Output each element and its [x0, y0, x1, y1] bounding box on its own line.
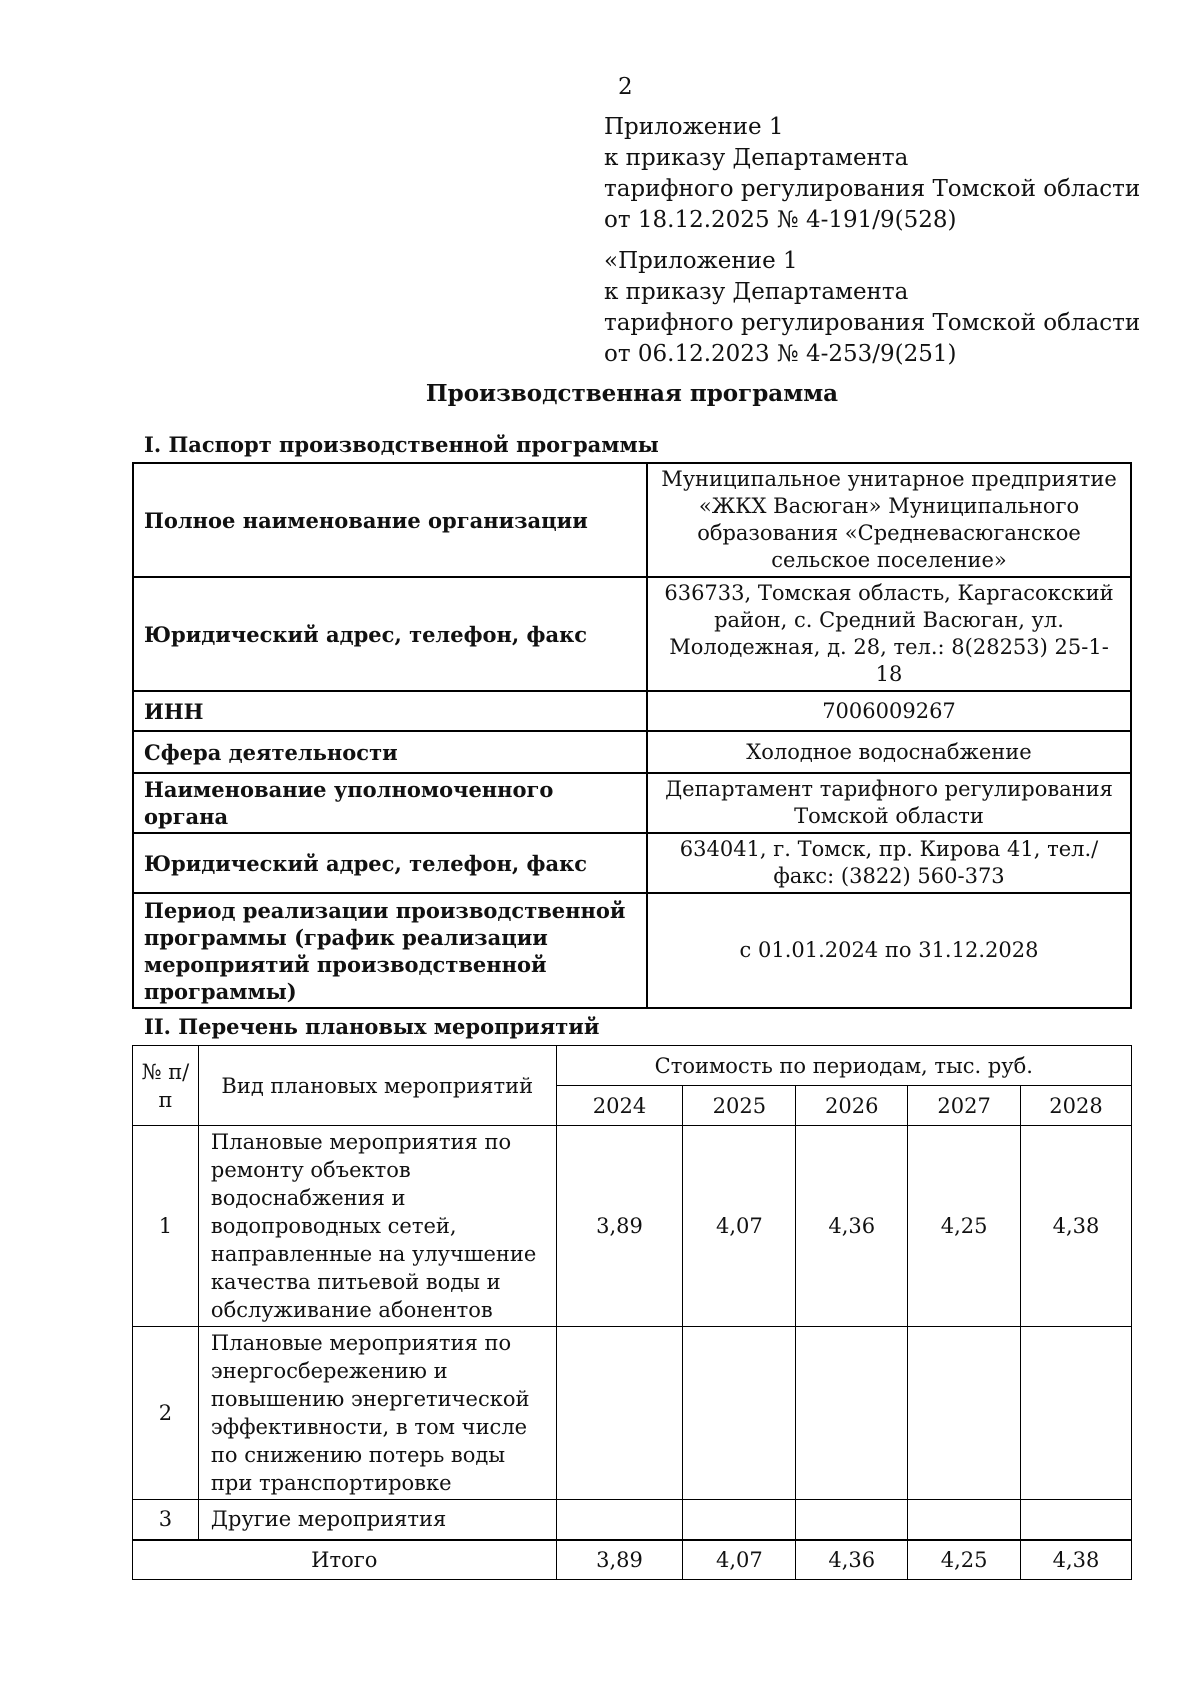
- row-value: [683, 1327, 796, 1500]
- appendix-header-current: [604, 112, 1140, 236]
- plan-table: [132, 1045, 1132, 1580]
- table-row: [133, 1327, 1132, 1500]
- row-desc: Другие мероприятия: [198, 1500, 556, 1540]
- header-year: 2028: [1021, 1086, 1132, 1126]
- passport-value: 7006009267: [647, 691, 1131, 731]
- row-value: 4,36: [796, 1126, 908, 1327]
- row-num: 2: [133, 1327, 199, 1500]
- header-year: 2025: [683, 1086, 796, 1126]
- row-value: [683, 1500, 796, 1540]
- table-row: [133, 1126, 1132, 1327]
- appendix-line: от 18.12.2025 № 4-191/9(528): [604, 207, 957, 233]
- total-value: 4,25: [908, 1540, 1021, 1580]
- row-desc: Плановые мероприятия по ремонту объектов водоснабжения и водопроводных сетей, направленные на улучшение качества питьевой воды и обслуживание абонентов: [198, 1126, 556, 1327]
- appendix-line: к приказу Департамента: [604, 279, 909, 305]
- passport-table: [132, 462, 1132, 1009]
- row-value: [908, 1500, 1021, 1540]
- row-num: 3: [133, 1500, 199, 1540]
- row-num: 1: [133, 1126, 199, 1327]
- row-value: [556, 1327, 683, 1500]
- table-row: [133, 773, 1131, 833]
- passport-value: Муниципальное унитарное предприятие «ЖКХ Васюган» Муниципального образования «Средневасюганское сельское поселение»: [647, 463, 1131, 577]
- total-value: 4,36: [796, 1540, 908, 1580]
- document-title: Производственная программа: [425, 380, 839, 407]
- page-number: 2: [618, 74, 633, 100]
- header-cost: Стоимость по периодам, тыс. руб.: [556, 1046, 1131, 1086]
- table-row: [133, 463, 1131, 577]
- row-value: [796, 1500, 908, 1540]
- passport-label: Период реализации производственной программы (график реализации мероприятий производственной программы): [133, 893, 647, 1008]
- passport-label: Сфера деятельности: [133, 731, 647, 773]
- header-year: 2027: [908, 1086, 1021, 1126]
- table-header-row: [133, 1046, 1132, 1086]
- passport-value: 636733, Томская область, Каргасокский район, с. Средний Васюган, ул. Молодежная, д. 28, тел.: 8(28253) 25-1-18: [647, 577, 1131, 691]
- table-row: [133, 577, 1131, 691]
- passport-label: Полное наименование организации: [133, 463, 647, 577]
- row-value: [556, 1500, 683, 1540]
- appendix-header-previous: [604, 246, 1140, 370]
- header-num: № п/п: [133, 1046, 199, 1126]
- passport-label: Юридический адрес, телефон, факс: [133, 577, 647, 691]
- row-value: [1021, 1327, 1132, 1500]
- passport-label: ИНН: [133, 691, 647, 731]
- row-value: 4,38: [1021, 1126, 1132, 1327]
- row-value: 4,07: [683, 1126, 796, 1327]
- passport-value: с 01.01.2024 по 31.12.2028: [647, 893, 1131, 1008]
- table-row: [133, 731, 1131, 773]
- passport-value: 634041, г. Томск, пр. Кирова 41, тел./факс: (3822) 560-373: [647, 833, 1131, 893]
- appendix-line: к приказу Департамента: [604, 145, 909, 171]
- table-row: [133, 1500, 1132, 1540]
- table-row: [133, 893, 1131, 1008]
- plan-section-title: II. Перечень плановых мероприятий: [144, 1014, 600, 1039]
- row-value: [908, 1327, 1021, 1500]
- header-type: Вид плановых мероприятий: [198, 1046, 556, 1126]
- passport-section-title: I. Паспорт производственной программы: [144, 432, 659, 457]
- passport-label: Наименование уполномоченного органа: [133, 773, 647, 833]
- appendix-line: тарифного регулирования Томской области: [604, 176, 1141, 202]
- total-label: Итого: [133, 1540, 557, 1580]
- appendix-line: Приложение 1: [604, 114, 784, 140]
- passport-value: Департамент тарифного регулирования Томской области: [647, 773, 1131, 833]
- passport-value: Холодное водоснабжение: [647, 731, 1131, 773]
- row-desc: Плановые мероприятия по энергосбережению и повышению энергетической эффективности, в том числе по снижению потерь воды при транспортировке: [198, 1327, 556, 1500]
- passport-label: Юридический адрес, телефон, факс: [133, 833, 647, 893]
- row-value: 3,89: [556, 1126, 683, 1327]
- total-value: 3,89: [556, 1540, 683, 1580]
- row-value: 4,25: [908, 1126, 1021, 1327]
- appendix-line: «Приложение 1: [604, 248, 798, 274]
- appendix-line: от 06.12.2023 № 4-253/9(251): [604, 341, 957, 367]
- appendix-line: тарифного регулирования Томской области: [604, 310, 1141, 336]
- total-row: [133, 1540, 1132, 1580]
- row-value: [796, 1327, 908, 1500]
- table-row: [133, 833, 1131, 893]
- total-value: 4,07: [683, 1540, 796, 1580]
- table-row: [133, 691, 1131, 731]
- header-year: 2026: [796, 1086, 908, 1126]
- row-value: [1021, 1500, 1132, 1540]
- total-value: 4,38: [1021, 1540, 1132, 1580]
- header-year: 2024: [556, 1086, 683, 1126]
